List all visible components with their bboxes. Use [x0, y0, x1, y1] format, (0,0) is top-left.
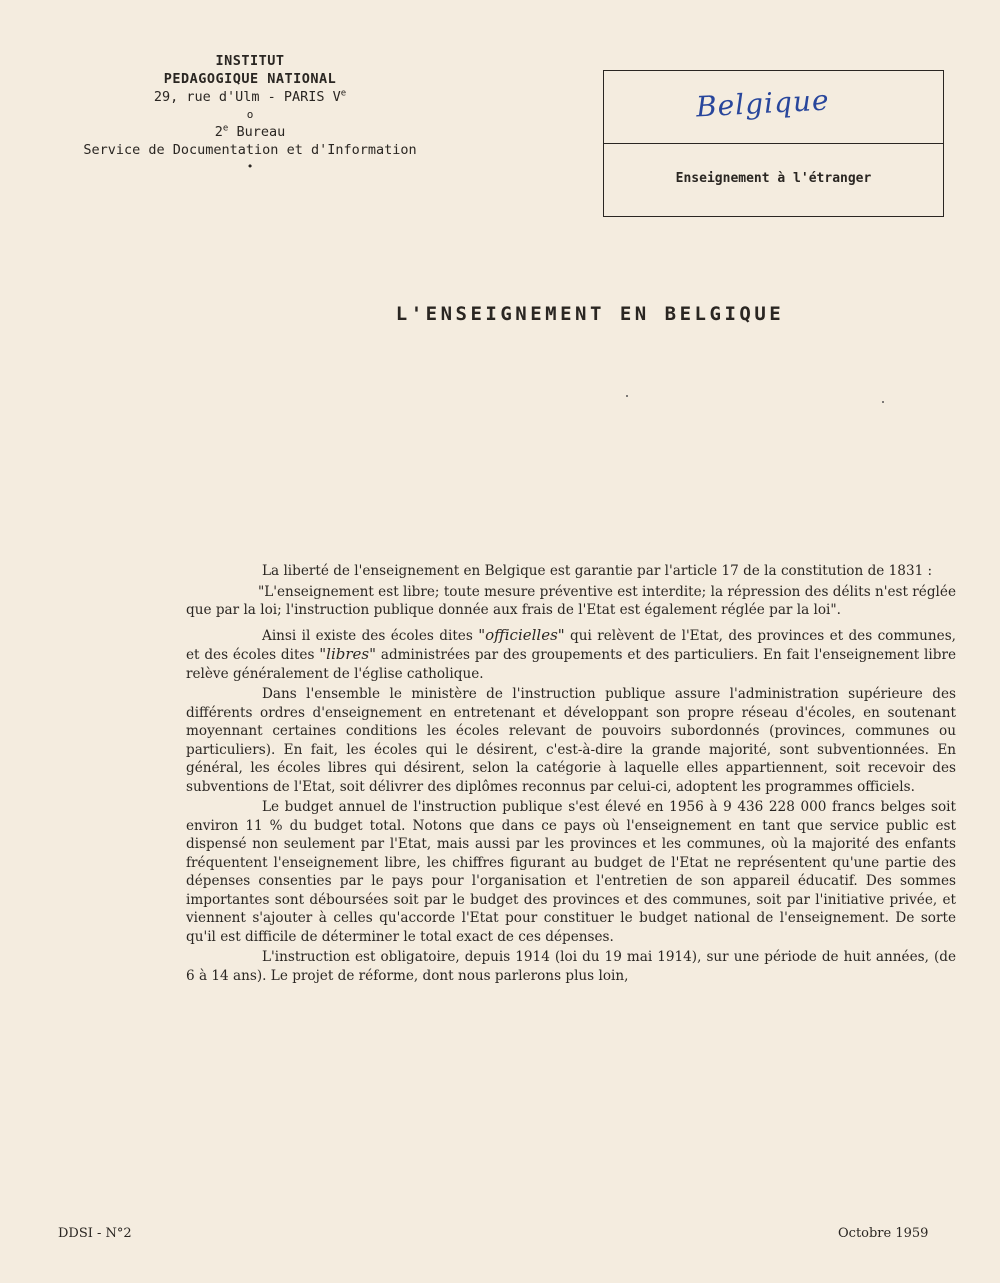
text-run: administrées par des groupements et des particuliers. En fait l'enseignement libre relève généralement de l'église catholique. — [186, 647, 956, 682]
institute-name-line1: INSTITUT — [215, 53, 285, 69]
paragraph-budget: Le budget annuel de l'instruction publique s'est élevé en 1956 à 9 436 228 000 francs belges soit environ 11 % du budget total. Notons que dans ce pays où l'enseignement en tant que service public est dispensé non seulement par l'Etat, mais aussi par les provinces et les communes, où la majorité des enfants fréquentent l'enseignement libre, les chiffres figurant au budget de l'Etat ne représentent qu'une partie des dépenses consenties par le pays pour l'organisation et l'entretien de son appareil éducatif. Des sommes importantes sont déboursées soit par le budget des provinces et des communes, soit par l'initiative privée, et viennent s'ajouter à celles qu'accorde l'Etat pour constituer le budget national de l'enseignement. De sorte qu'il est difficile de déterminer le total exact de ces dépenses. — [186, 799, 956, 945]
term-officielles: "officielles" — [478, 625, 565, 644]
bureau-line — [60, 123, 440, 141]
document-date: Octobre 1959 — [838, 1226, 929, 1241]
paragraph-school-types — [186, 626, 956, 684]
box-divider — [604, 143, 943, 144]
country-classification-box — [603, 70, 944, 217]
document-reference: DDSI - N°2 — [58, 1226, 132, 1241]
address-superscript: e — [340, 88, 347, 99]
header-separator-circle: o — [246, 107, 254, 121]
institute-address — [60, 88, 440, 106]
document-body — [186, 562, 956, 987]
paragraph-ministry: Dans l'ensemble le ministère de l'instruction publique assure l'administration supérieure des différents ordres d'enseignement en entretenant et développant son propre réseau d'écoles, en soutenant moyennant certaines conditions les écoles relevant de pouvoirs subordonnés (provinces, communes ou particuliers). En fait, les écoles qui le désirent, c'est-à-dire la grande majorité, sont subventionnées. En général, les écoles libres qui désirent, selon la catégorie à laquelle elles appartiennent, soit recevoir des subventions de l'Etat, soit délivrer des diplômes reconnus par celui-ci, adoptent les programmes officiels. — [186, 686, 956, 795]
bureau-number: 2 — [214, 123, 223, 140]
paper-speck — [626, 395, 628, 397]
institute-header — [60, 52, 440, 175]
handwritten-country: Belgique — [695, 83, 831, 124]
document-title: L'ENSEIGNEMENT EN BELGIQUE — [395, 303, 785, 325]
text-run: qui relèvent de l'Etat, des provinces et des communes, et des écoles dites — [186, 627, 956, 663]
institute-name-line2: PEDAGOGIQUE NATIONAL — [163, 71, 337, 88]
service-name: Service de Documentation et d'Information — [83, 141, 417, 158]
header-separator-dot: • — [246, 160, 254, 174]
paragraph-liberty: La liberté de l'enseignement en Belgique est garantie par l'article 17 de la constitution de 1831 : — [262, 563, 933, 579]
bureau-superscript: e — [222, 123, 229, 134]
bureau-word: Bureau — [228, 123, 286, 140]
constitution-quote: "L'enseignement est libre; toute mesure préventive est interdite; la répression des délits n'est réglée que par la loi; l'instruction publique donnée aux frais de l'Etat est également réglée par la loi". — [186, 583, 956, 618]
text-run: Ainsi il existe des écoles dites — [262, 627, 479, 644]
category-label: Enseignement à l'étranger — [675, 171, 872, 186]
paper-speck — [882, 401, 884, 403]
term-libres: "libres" — [319, 645, 377, 663]
paragraph-compulsory: L'instruction est obligatoire, depuis 1914 (loi du 19 mai 1914), sur une période de huit années, (de 6 à 14 ans). Le projet de réforme, dont nous parlerons plus loin, — [186, 949, 956, 984]
address-text: 29, rue d'Ulm - PARIS V — [153, 89, 341, 106]
